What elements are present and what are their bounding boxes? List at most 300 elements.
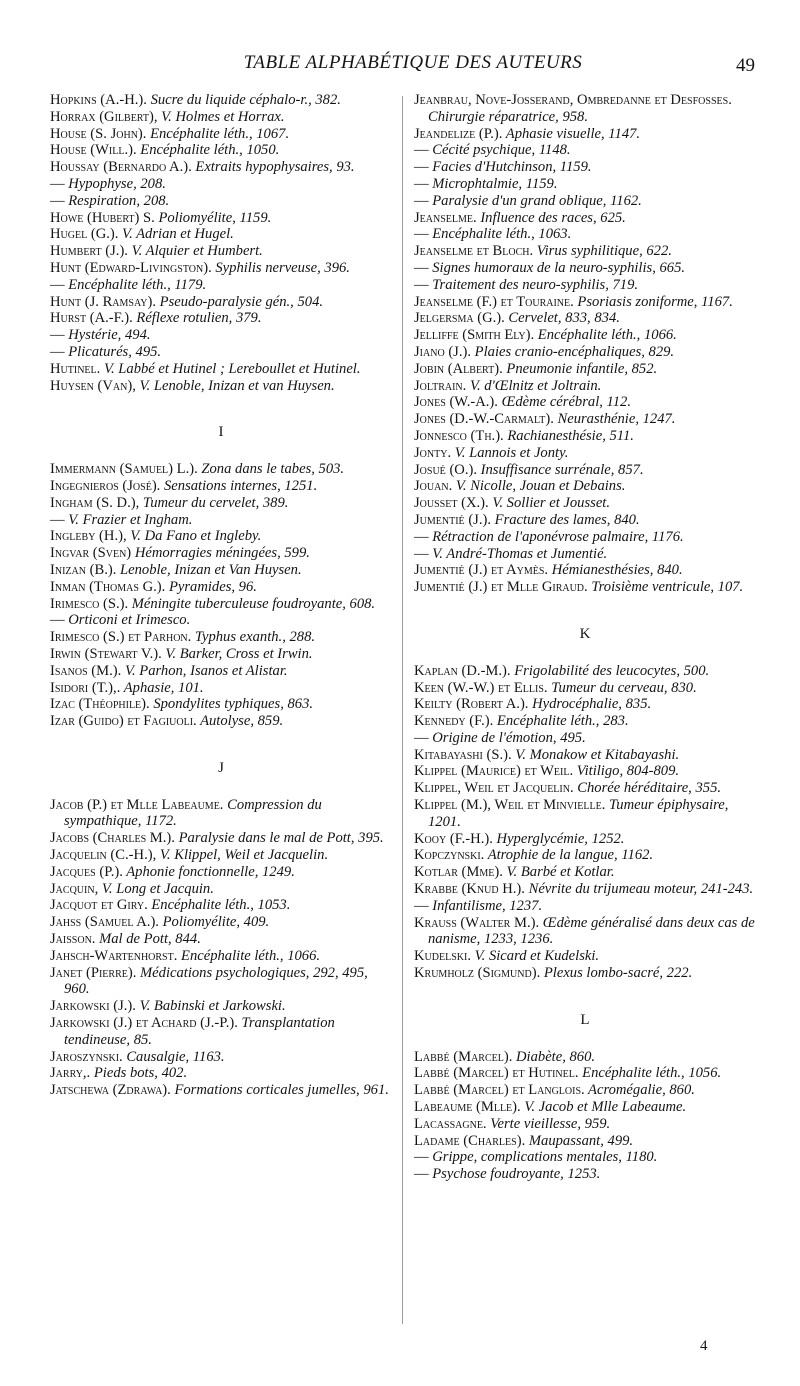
entry-author: — (50, 192, 65, 209)
index-entry (414, 948, 756, 965)
entry-reference: V. Sollier et Jousset. (488, 495, 611, 512)
entry-author: Irimesco (S.). (50, 595, 129, 612)
entry-author: Labeaume (Mlle). (414, 1099, 521, 1116)
entry-author: Irimesco (S.) et Parhon. (50, 629, 192, 646)
entry-author: Kopczynski. (414, 847, 485, 864)
entry-reference: Typhus exanth., 288. (191, 629, 316, 646)
index-entry (414, 1149, 756, 1166)
index-entry (50, 562, 392, 579)
index-entry (414, 361, 756, 378)
index-entry (50, 1049, 392, 1066)
entry-author: Keilty (Robert A.). (414, 696, 529, 713)
index-entry (414, 210, 756, 227)
index-entry (414, 965, 756, 982)
entry-author: Jacques (P.). (50, 863, 123, 880)
entry-reference: Compression du sympathique, 1172. (64, 796, 322, 830)
entry-author: Klippel (Maurice) et Weil. (414, 763, 574, 780)
index-entry (50, 310, 392, 327)
index-entry (414, 847, 756, 864)
entry-author: Kooy (F.-H.). (414, 830, 493, 847)
index-entry (414, 696, 756, 713)
entry-reference: Tumeur du cervelet, 389. (139, 494, 289, 511)
entry-reference: Paralysie dans le mal de Pott, 395. (174, 830, 384, 847)
entry-author: Krabbe (Knud H.). (414, 881, 525, 898)
entry-author: — (50, 276, 65, 293)
entry-author: Kudelski. (414, 948, 471, 965)
entry-reference: Hypophyse, 208. (64, 175, 166, 192)
entry-author: Jonnesco (Th.). (414, 427, 504, 444)
entry-reference: Réflexe rotulien, 379. (132, 310, 262, 327)
entry-author: Jelliffe (Smith Ely). (414, 327, 535, 344)
entry-author: Jouan. (414, 478, 453, 495)
column-divider (402, 96, 403, 1324)
entry-author: Hunt (J. Ramsay). (50, 293, 157, 310)
entry-reference: Vitiligo, 804-809. (573, 763, 680, 780)
entry-reference: Transplantation tendineuse, 85. (64, 1015, 335, 1048)
entry-author: Jacquin, (50, 880, 99, 897)
index-entry (414, 546, 756, 563)
index-entry (414, 428, 756, 445)
entry-reference: Pyramides, 96. (165, 578, 257, 595)
index-entry (50, 159, 392, 176)
entry-author: Klippel, Weil et Jacquelin. (414, 780, 574, 797)
entry-author: — (414, 1149, 429, 1166)
entry-author: Kaplan (D.-M.). (414, 662, 511, 679)
entry-reference: Encéphalite léth., 1179. (64, 276, 207, 293)
index-entry (50, 579, 392, 596)
entry-reference: V. Klippel, Weil et Jacquelin. (156, 847, 329, 864)
entry-reference: Syphilis nerveuse, 396. (211, 259, 350, 276)
index-entry (414, 562, 756, 579)
entry-author: — (50, 327, 65, 344)
index-entry (414, 713, 756, 730)
entry-author: Immermann (Samuel) L.). (50, 461, 198, 478)
entry-reference: V. d'Œlnitz et Joltrain. (466, 377, 602, 394)
index-entry (414, 1116, 756, 1133)
entry-author: — (50, 511, 65, 528)
index-entry (414, 797, 756, 831)
entry-author: Jumentié (J.). (414, 511, 492, 528)
index-entry (414, 126, 756, 143)
entry-reference: Aphasie visuelle, 1147. (502, 125, 641, 142)
entry-author: Jarry,. (50, 1065, 91, 1082)
entry-reference: Mal de Pott, 844. (95, 931, 201, 948)
entry-reference: Chirurgie réparatrice, 958. (428, 108, 588, 125)
entry-author: — (414, 897, 429, 914)
entry-author: Krauss (Walter M.). (414, 914, 540, 931)
entry-reference: V. Long et Jacquin. (98, 880, 214, 897)
left-column (50, 92, 392, 1099)
index-entry (50, 109, 392, 126)
index-entry (50, 126, 392, 143)
entry-reference: Hyperglycémie, 1252. (492, 830, 625, 847)
entry-reference: Spondylites typhiques, 863. (149, 696, 314, 713)
index-entry (414, 344, 756, 361)
entry-author: Izar (Guido) et Fagiuoli. (50, 713, 197, 730)
entry-reference: Orticoni et Irimesco. (64, 612, 191, 629)
entry-reference: Hémianesthésies, 840. (548, 562, 683, 579)
entry-author: Jarkowski (J.). (50, 998, 136, 1015)
index-entry (50, 1065, 392, 1082)
index-entry (414, 462, 756, 479)
index-entry (50, 797, 392, 831)
index-entry (50, 1082, 392, 1099)
entry-reference: Respiration, 208. (64, 192, 170, 209)
index-entry (50, 142, 392, 159)
entry-author: Hugel (G.). (50, 226, 119, 243)
index-entry (50, 545, 392, 562)
index-entry (414, 747, 756, 764)
entry-author: Jaroszynski. (50, 1048, 123, 1065)
entry-reference: Atrophie de la langue, 1162. (484, 847, 654, 864)
entry-reference: Lenoble, Inizan et Van Huysen. (116, 561, 302, 578)
entry-reference: Hémorragies méningées, 599. (131, 545, 310, 562)
index-entry (414, 378, 756, 395)
entry-author: Kotlar (Mme). (414, 864, 503, 881)
entry-reference: Plaies cranio-encéphaliques, 829. (471, 343, 675, 360)
index-entry (50, 696, 392, 713)
entry-reference: Traitement des neuro-syphilis, 719. (428, 276, 639, 293)
index-entry (414, 226, 756, 243)
entry-reference: Poliomyélite, 1159. (154, 209, 272, 226)
section-letter: J (218, 759, 224, 776)
entry-reference: Microphtalmie, 1159. (428, 175, 558, 192)
entry-reference: Paralysie d'un grand oblique, 1162. (428, 192, 642, 209)
entry-reference: V. Lenoble, Inizan et van Huysen. (135, 377, 335, 394)
right-column (414, 92, 756, 1183)
entry-reference: Formations corticales jumelles, 961. (170, 1082, 389, 1099)
index-entry (50, 260, 392, 277)
entry-reference: Encéphalite léth., 1050. (136, 142, 280, 159)
index-entry (50, 344, 392, 361)
entry-reference: V. André-Thomas et Jumentié. (428, 545, 608, 562)
index-entry (50, 226, 392, 243)
entry-reference: Névrite du trijumeau moteur, 241-243. (524, 881, 754, 898)
index-entry (414, 327, 756, 344)
entry-reference: V. Barker, Cross et Irwin. (161, 645, 313, 662)
index-entry (50, 713, 392, 730)
index-entry (414, 142, 756, 159)
entry-author: Humbert (J.). (50, 243, 128, 260)
entry-reference: V. Babinski et Jarkowski. (135, 998, 286, 1015)
entry-reference: Cécité psychique, 1148. (428, 142, 571, 159)
entry-reference: Grippe, complications mentales, 1180. (428, 1149, 658, 1166)
index-entry (414, 915, 756, 949)
entry-reference: Méningite tuberculeuse foudroyante, 608. (128, 595, 376, 612)
entry-reference: Origine de l'émotion, 495. (428, 729, 586, 746)
entry-reference: Aphasie, 101. (120, 679, 204, 696)
entry-author: — (414, 192, 429, 209)
index-entry (414, 1166, 756, 1183)
section-letter: I (218, 424, 224, 441)
index-entry (414, 864, 756, 881)
entry-author: — (414, 1166, 429, 1183)
entry-author: Lacassagne. (414, 1115, 487, 1132)
index-entry (414, 445, 756, 462)
entry-reference: V. Frazier et Ingham. (64, 511, 193, 528)
entry-author: Jumentié (J.) et Mlle Giraud. (414, 579, 588, 596)
entry-author: — (414, 175, 429, 192)
entry-author: Jahsch-Wartenhorst. (50, 947, 178, 964)
index-entry (50, 495, 392, 512)
entry-reference: Pneumonie infantile, 852. (502, 360, 658, 377)
entry-author: — (414, 159, 429, 176)
index-entry (50, 897, 392, 914)
entry-reference: Cervelet, 833, 834. (504, 310, 620, 327)
entry-author: Inizan (B.). (50, 561, 117, 578)
entry-reference: V. Sicard et Kudelski. (470, 948, 600, 965)
entry-author: Jiano (J.). (414, 343, 472, 360)
index-entry (414, 1099, 756, 1116)
entry-reference: V. Lannois et Jonty. (451, 444, 569, 461)
index-entry (414, 495, 756, 512)
index-entry (414, 1049, 756, 1066)
index-entry (414, 780, 756, 797)
page-number: 49 (736, 55, 755, 76)
entry-author: Josué (O.). (414, 461, 477, 478)
index-entry (414, 310, 756, 327)
entry-reference: Encéphalite léth., 1063. (428, 226, 572, 243)
index-entry (414, 243, 756, 260)
entry-reference: Tumeur épiphysaire, 1201. (428, 797, 729, 830)
index-entry (50, 528, 392, 545)
index-entry (414, 294, 756, 311)
entry-reference: Verte vieillesse, 959. (486, 1115, 611, 1132)
entry-author: — (414, 276, 429, 293)
entry-reference: Hydrocéphalie, 835. (528, 696, 652, 713)
index-entry (50, 512, 392, 529)
entry-reference: Facies d'Hutchinson, 1159. (428, 159, 592, 176)
entry-author: Jarkowski (J.) et Achard (J.-P.). (50, 1015, 238, 1032)
entry-reference: V. Labbé et Hutinel ; Lereboullet et Hutinel. (100, 360, 361, 377)
entry-reference: Troisième ventricule, 107. (587, 579, 744, 596)
index-entry (50, 92, 392, 109)
index-entry (50, 881, 392, 898)
entry-author: Jeanselme. (414, 209, 477, 226)
entry-author: Isanos (M.). (50, 662, 122, 679)
entry-author: Isidori (T.),. (50, 679, 121, 696)
entry-reference: Virus syphilitique, 622. (533, 243, 672, 260)
entry-reference: Infantilisme, 1237. (428, 897, 543, 914)
entry-author: Ingegnieros (José). (50, 477, 161, 494)
entry-reference: Psychose foudroyante, 1253. (428, 1166, 601, 1183)
entry-author: Horrax (Gilbert), (50, 108, 158, 125)
entry-author: Jacquelin (C.-H.), (50, 847, 157, 864)
entry-author: Jones (D.-W.-Carmalt). (414, 411, 554, 428)
entry-reference: V. Parhon, Isanos et Alistar. (121, 662, 288, 679)
entry-reference: Hystérie, 494. (64, 327, 151, 344)
entry-author: Ladame (Charles). (414, 1132, 526, 1149)
entry-author: Jelgersma (G.). (414, 310, 505, 327)
entry-reference: V. Barbé et Kotlar. (502, 864, 615, 881)
entry-author: Joltrain. (414, 377, 467, 394)
entry-author: Klippel (M.), Weil et Minvielle. (414, 797, 606, 814)
index-entry (50, 646, 392, 663)
index-entry (414, 92, 756, 126)
index-entry (414, 579, 756, 596)
entry-author: Labbé (Marcel). (414, 1048, 513, 1065)
index-entry (50, 596, 392, 613)
index-entry (414, 193, 756, 210)
entry-author: Jobin (Albert). (414, 360, 503, 377)
entry-reference: Autolyse, 859. (196, 713, 284, 730)
index-entry (50, 830, 392, 847)
entry-author: Jacob (P.) et Mlle Labeaume. (50, 796, 224, 813)
index-entry (50, 680, 392, 697)
index-entry (414, 898, 756, 915)
entry-author: House (Will.). (50, 142, 137, 159)
entry-reference: Rachianesthésie, 511. (503, 427, 634, 444)
entry-author: Jaisson. (50, 931, 96, 948)
index-entry (50, 461, 392, 478)
entry-reference: V. Adrian et Hugel. (118, 226, 234, 243)
index-entry (414, 260, 756, 277)
entry-reference: Pieds bots, 402. (90, 1065, 188, 1082)
entry-author: Ingleby (H.), (50, 528, 127, 545)
index-entry (50, 914, 392, 931)
entry-reference: Maupassant, 499. (525, 1132, 634, 1149)
index-entry (50, 176, 392, 193)
entry-author: Houssay (Bernardo A.). (50, 159, 192, 176)
index-entry (50, 478, 392, 495)
entry-reference: Plicaturés, 495. (64, 343, 162, 360)
entry-author: — (414, 142, 429, 159)
entry-reference: Tumeur du cerveau, 830. (547, 679, 697, 696)
index-entry (50, 612, 392, 629)
index-entry (414, 478, 756, 495)
entry-author: — (414, 259, 429, 276)
index-entry (414, 881, 756, 898)
index-entry (50, 243, 392, 260)
entry-reference: Aphonie fonctionnelle, 1249. (122, 863, 295, 880)
entry-author: Inman (Thomas G.). (50, 578, 166, 595)
entry-author: Hunt (Edward-Livingston). (50, 259, 212, 276)
index-entry (414, 411, 756, 428)
index-entry (50, 327, 392, 344)
index-entry (414, 529, 756, 546)
entry-reference: Insuffisance surrénale, 857. (477, 461, 644, 478)
entry-author: Hopkins (A.-H.). (50, 92, 147, 108)
entry-author: Jonty. (414, 444, 452, 461)
entry-author: Labbé (Marcel) et Langlois. (414, 1082, 585, 1099)
entry-reference: V. Holmes et Horrax. (157, 108, 285, 125)
entry-author: Jousset (X.). (414, 495, 489, 512)
entry-author: Krumholz (Sigmund). (414, 965, 541, 982)
entry-author: Izac (Théophile). (50, 696, 150, 713)
entry-reference: Acromégalie, 860. (584, 1082, 695, 1099)
entry-reference: Encéphalite léth., 283. (493, 713, 629, 730)
entry-reference: Encéphalite léth., 1056. (578, 1065, 722, 1082)
index-entry (414, 1133, 756, 1150)
entry-author: Hutinel. (50, 360, 101, 377)
entry-reference: Causalgie, 1163. (122, 1048, 225, 1065)
entry-reference: Sucre du liquide céphalo-r., 382. (146, 92, 341, 108)
entry-reference: Fracture des lames, 840. (491, 511, 640, 528)
entry-reference: Plexus lombo-sacré, 222. (540, 965, 693, 982)
index-entry (414, 680, 756, 697)
index-entry (50, 965, 392, 999)
index-entry (50, 277, 392, 294)
entry-reference: Influence des races, 625. (476, 209, 626, 226)
entry-reference: V. Monakow et Kitabayashi. (511, 746, 680, 763)
entry-author: Jones (W.-A.). (414, 394, 498, 411)
index-entry (414, 159, 756, 176)
entry-author: Jeanselme et Bloch. (414, 243, 534, 260)
entry-reference: V. Nicolle, Jouan et Debains. (452, 478, 626, 495)
entry-reference: V. Alquier et Humbert. (127, 243, 263, 260)
index-entry (50, 998, 392, 1015)
index-entry (50, 193, 392, 210)
entry-author: Jatschewa (Zdrawa). (50, 1082, 171, 1099)
section-letter: L (580, 1011, 590, 1028)
index-entry (50, 931, 392, 948)
entry-reference: Diabète, 860. (512, 1048, 596, 1065)
entry-reference: Zona dans le tabes, 503. (197, 461, 345, 478)
index-entry (414, 730, 756, 747)
entry-reference: Encéphalite léth., 1066. (534, 327, 677, 344)
entry-author: Kitabayashi (S.). (414, 746, 512, 763)
index-entry (414, 176, 756, 193)
entry-author: Jeanselme (F.) et Touraine. (414, 293, 574, 310)
entry-author: — (414, 226, 429, 243)
entry-author: Huysen (Van), (50, 377, 136, 394)
entry-author: Janet (Pierre). (50, 964, 137, 981)
entry-reference: Médications psychologiques, 292, 495, 960. (64, 964, 368, 998)
entry-author: Jeanbrau, Nove-Josserand, Ombredanne et Desfosses. (414, 92, 732, 108)
entry-reference: Rétraction de l'aponévrose palmaire, 1176. (428, 528, 684, 545)
index-entry (50, 629, 392, 646)
entry-reference: V. Da Fano et Ingleby. (126, 528, 262, 545)
entry-author: — (414, 729, 429, 746)
entry-author: — (414, 528, 429, 545)
entry-author: House (S. John). (50, 125, 147, 142)
entry-author: Jumentié (J.) et Aymès. (414, 562, 549, 579)
index-entry (414, 512, 756, 529)
entry-reference: V. Jacob et Mlle Labeaume. (520, 1099, 687, 1116)
entry-reference: Sensations internes, 1251. (160, 477, 318, 494)
entry-reference: Œdème généralisé dans deux cas de nanisme, 1233, 1236. (428, 914, 755, 948)
index-entry (414, 394, 756, 411)
entry-reference: Extraits hypophysaires, 93. (191, 159, 355, 176)
entry-reference: Encéphalite léth., 1066. (177, 947, 321, 964)
index-entry (50, 361, 392, 378)
entry-reference: Neurasthénie, 1247. (553, 411, 676, 428)
index-entry (50, 294, 392, 311)
entry-author: Jeandelize (P.). (414, 125, 503, 142)
entry-reference: Psoriasis zoniforme, 1167. (573, 293, 733, 310)
entry-author: Hurst (A.-F.). (50, 310, 133, 327)
entry-reference: Poliomyélite, 409. (158, 914, 270, 931)
entry-reference: Signes humoraux de la neuro-syphilis, 665. (428, 259, 686, 276)
entry-reference: Œdème cérébral, 112. (497, 394, 632, 411)
index-entry (414, 663, 756, 680)
entry-author: — (50, 612, 65, 629)
entry-reference: Pseudo-paralysie gén., 504. (156, 293, 324, 310)
index-entry (414, 1082, 756, 1099)
entry-reference: Chorée héréditaire, 355. (573, 780, 722, 797)
signature-mark: 4 (700, 1338, 708, 1354)
index-entry (50, 210, 392, 227)
index-entry (50, 1015, 392, 1049)
entry-author: Irwin (Stewart V.). (50, 645, 162, 662)
index-entry (414, 1065, 756, 1082)
entry-author: Ingham (S. D.), (50, 494, 140, 511)
entry-author: Keen (W.-W.) et Ellis. (414, 679, 548, 696)
index-entry (414, 763, 756, 780)
running-head: TABLE ALPHABÉTIQUE DES AUTEURS (243, 52, 583, 73)
entry-author: Jahss (Samuel A.). (50, 914, 159, 931)
entry-author: — (50, 175, 65, 192)
